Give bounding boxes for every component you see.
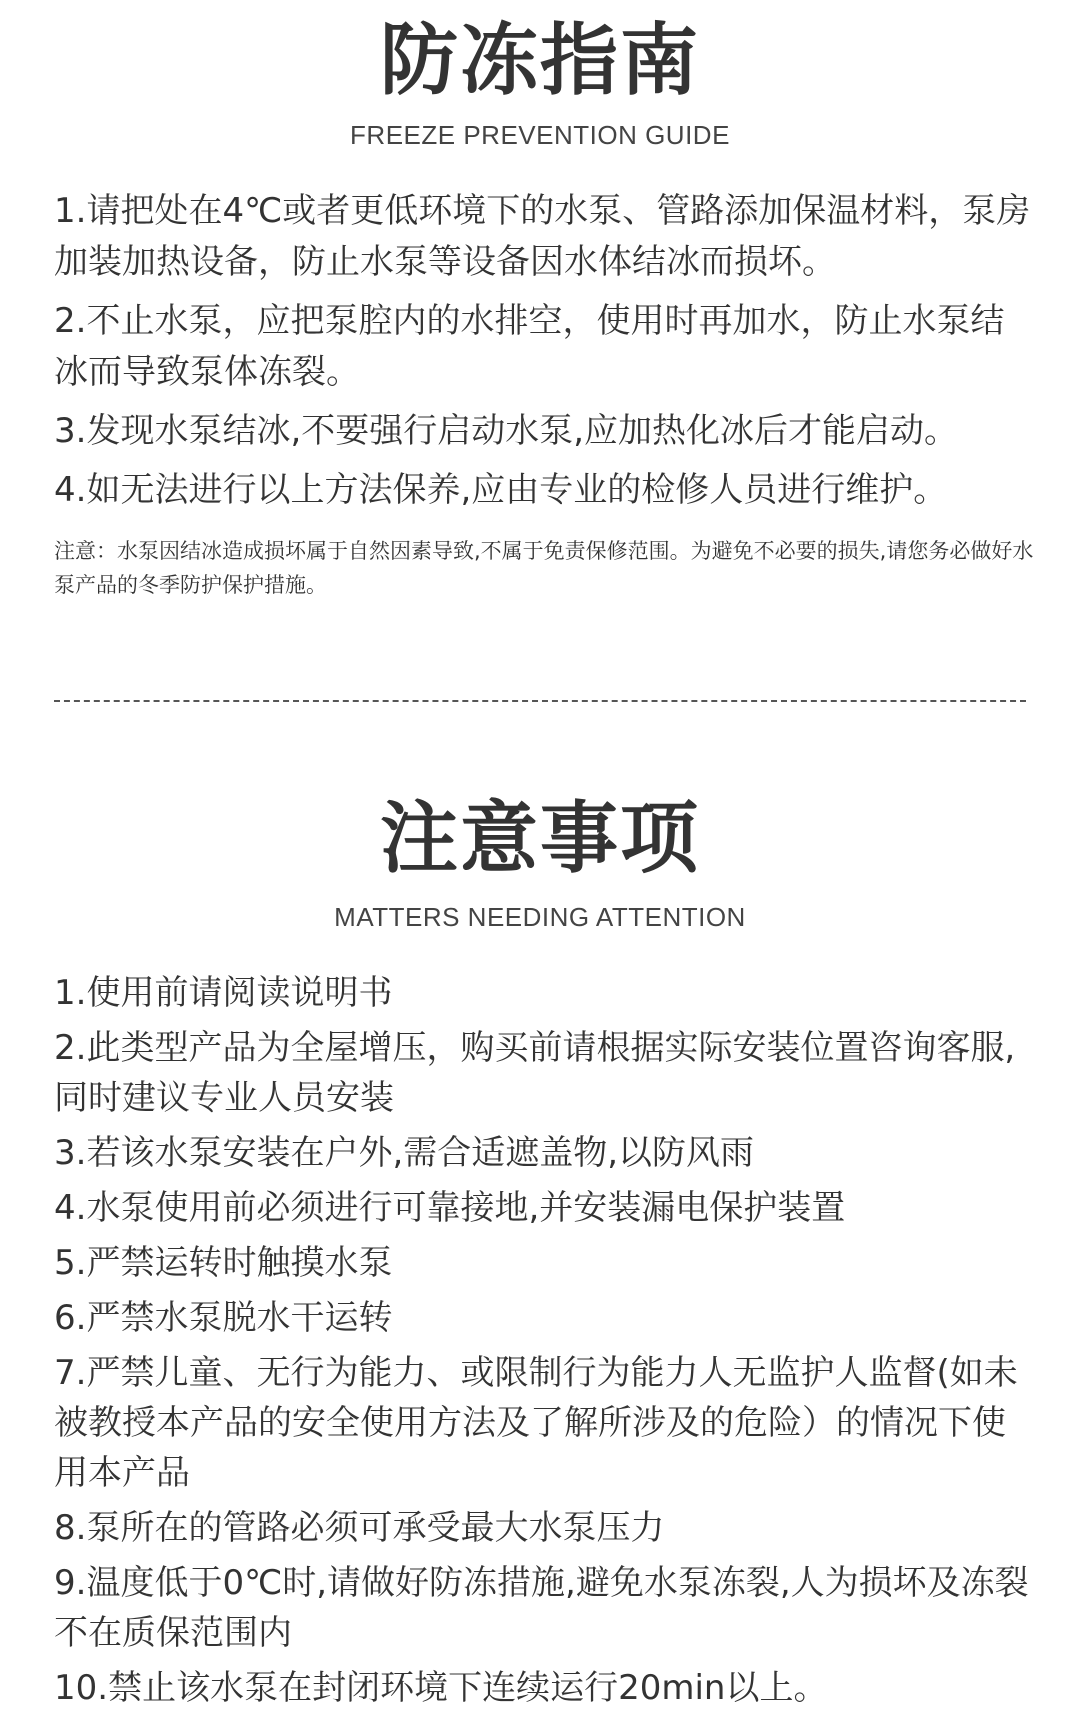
attention-item: 2.此类型产品为全屋增压，购买前请根据实际安装位置咨询客服,同时建议专业人员安装	[54, 1028, 1016, 1118]
attention-item: 3.若该水泵安装在户外,需合适遮盖物,以防风雨	[54, 1133, 755, 1173]
freeze-guide-title: 防冻指南	[379, 16, 700, 106]
freeze-guide-item: 2.不止水泵，应把泵腔内的水排空，使用时再加水，防止水泵结冰而导致泵体冻裂。	[54, 301, 1005, 392]
freeze-guide-list	[54, 186, 1034, 524]
section-divider	[54, 700, 1026, 702]
attention-item: 7.严禁儿童、无行为能力、或限制行为能力人无监护人监督(如未被教授本产品的安全使用方法及了解所涉及的危险）的情况下使用本产品	[54, 1353, 1018, 1493]
freeze-guide-note: 注意：水泵因结冰造成损坏属于自然因素导致,不属于免责保修范围。为避免不必要的损失,请您务必做好水泵产品的冬季防护保护措施。	[54, 539, 1034, 597]
attention-item: 8.泵所在的管路必须可承受最大水泵压力	[54, 1508, 665, 1548]
attention-item: 4.水泵使用前必须进行可靠接地,并安装漏电保护装置	[54, 1188, 846, 1228]
freeze-guide-item: 3.发现水泵结冰,不要强行启动水泵,应加热化冰后才能启动。	[54, 411, 959, 451]
attention-item: 10.禁止该水泵在封闭环境下连续运行20min以上。	[54, 1668, 828, 1708]
freeze-guide-item: 4.如无法进行以上方法保养,应由专业的检修人员进行维护。	[54, 470, 948, 510]
freeze-guide-subtitle: FREEZE PREVENTION GUIDE	[350, 120, 730, 150]
attention-item: 6.严禁水泵脱水干运转	[54, 1298, 393, 1338]
attention-item: 5.严禁运转时触摸水泵	[54, 1243, 393, 1283]
attention-subtitle: MATTERS NEEDING ATTENTION	[334, 902, 746, 932]
attention-list	[54, 968, 1034, 1718]
attention-item: 9.温度低于0℃时,请做好防冻措施,避免水泵冻裂,人为损坏及冻裂不在质保范围内	[54, 1563, 1029, 1653]
freeze-guide-item: 1.请把处在4℃或者更低环境下的水泵、管路添加保温材料，泵房加装加热设备，防止水泵等设备因水体结冰而损坏。	[54, 191, 1031, 282]
attention-item: 1.使用前请阅读说明书	[54, 973, 393, 1013]
attention-title: 注意事项	[379, 794, 700, 884]
